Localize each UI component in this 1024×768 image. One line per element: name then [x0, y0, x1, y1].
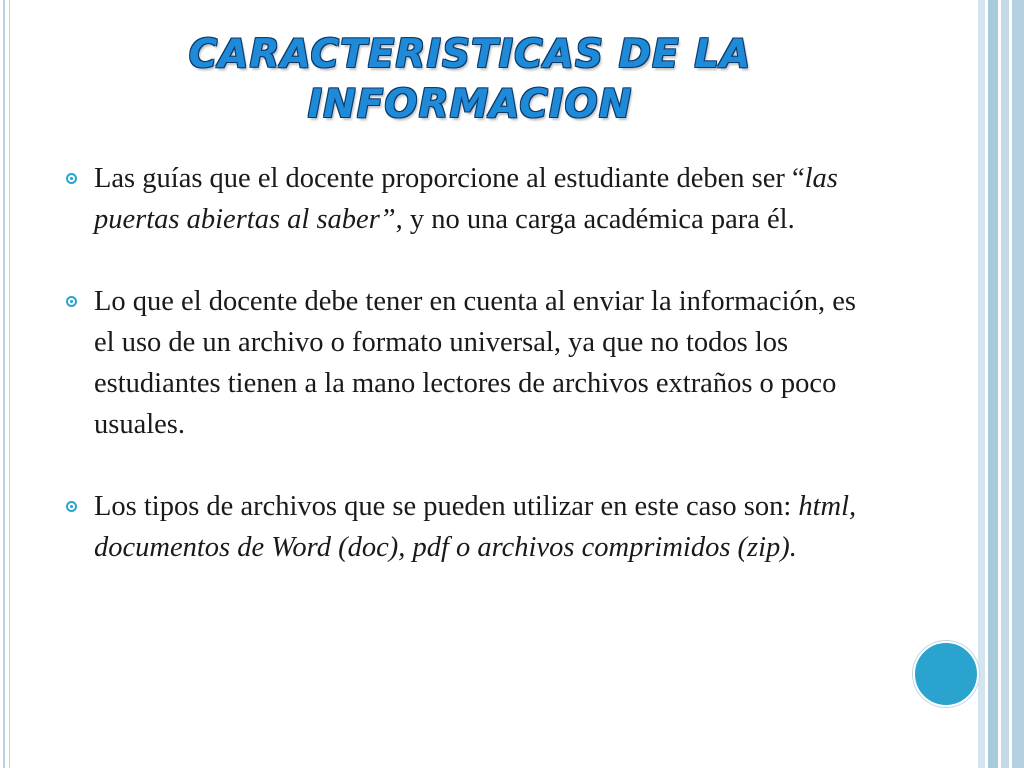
right-decorative-band [978, 0, 1024, 768]
slide-title-line-2: INFORMACION [307, 82, 633, 127]
bullet-text-end: , y no una carga académica para él. [395, 204, 795, 235]
bullet-icon [66, 501, 77, 512]
bullet-italic-text: html, documentos de Word (doc), pdf o archivos comprimidos (zip). [94, 491, 857, 563]
left-border-line [9, 0, 10, 768]
decorative-circle [913, 641, 979, 707]
bullet-text: Las guías que el docente proporcione al estudiante deben ser “ [94, 163, 805, 194]
bullet-icon [66, 296, 77, 307]
bullet-icon [66, 173, 77, 184]
bullet-italic-text: las puertas abiertas al saber” [94, 163, 838, 235]
bullet-item [60, 281, 870, 445]
slide-title [110, 30, 830, 130]
bullet-item [60, 486, 870, 568]
bullet-text: Lo que el docente debe tener en cuenta al enviar la información, es el uso de un archivo o formato universal, ya que no todos los estudiantes tienen a la mano lectores de archivos extraños o poco usuales. [94, 286, 857, 440]
bullet-list [60, 158, 870, 568]
left-border-line [3, 0, 5, 768]
slide-title-line-1: CARACTERISTICAS DE LA [188, 32, 752, 77]
bullet-text: Los tipos de archivos que se pueden utilizar en este caso son: [94, 491, 799, 522]
bullet-item [60, 158, 870, 240]
